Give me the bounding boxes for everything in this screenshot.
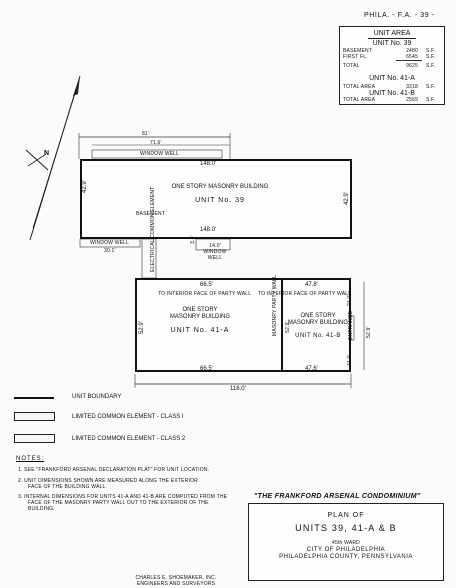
total-39-value: 9625: [406, 63, 418, 69]
engineer-subtitle: ENGINEERS AND SURVEYORS: [136, 581, 216, 587]
unit-41a-face-note: TO INTERIOR FACE OF PARTY WALL: [158, 291, 252, 297]
county-label: PHILADELPHIA COUNTY, PENNSYLVANIA: [279, 554, 413, 560]
note-2-line-1: 2. UNIT DIMENSIONS SHOWN ARE MEASURED ALONG THE EXTERIOR: [18, 478, 198, 484]
total-39-label: TOTAL: [343, 63, 360, 69]
note-3-line-3: BUILDING.: [28, 506, 55, 512]
party-wall-dim: 52.9': [285, 321, 291, 333]
legend-boundary-label: UNIT BOUNDARY: [72, 394, 122, 400]
unit-41a-heading: UNIT No. 41-A: [369, 75, 415, 82]
dim-21-upper: 21.0': [347, 294, 353, 306]
total-41b-label: TOTAL AREA: [343, 97, 376, 103]
first-floor-value: 6545: [406, 54, 418, 60]
legend-boundary-swatch: [14, 397, 54, 399]
window-well-left-label: WINDOW WELL: [90, 240, 130, 246]
title-block: [248, 503, 444, 581]
note-1: 1. SEE "FRANKFORD ARSENAL DECLARATION PLAT" FOR UNIT LOCATION.: [18, 467, 210, 473]
city-label: CITY OF PHILADELPHIA: [306, 547, 386, 553]
north-label: N: [44, 150, 50, 157]
dim-71-6: 71.6': [150, 140, 162, 146]
dim-42-9-right: 42.9': [344, 192, 350, 205]
dim-41a-top: 66.5': [200, 282, 213, 288]
window-well-right-label: 14.0' WINDOW WELL: [203, 243, 227, 261]
building-39-description: ONE STORY MASONRY BUILDING: [171, 184, 269, 190]
dim-30-1: 30.1': [104, 248, 116, 254]
unit-41b-desc-1: ONE STORY: [300, 313, 336, 319]
basement-value: 2480: [406, 48, 418, 54]
legend-class2-label: LIMITED COMMON ELEMENT - CLASS 2: [72, 436, 186, 442]
window-well-top-label: WINDOW WELL: [140, 151, 180, 157]
project-name: "THE FRANKFORD ARSENAL CONDOMINIUM": [254, 493, 421, 500]
dim-81: 81': [142, 131, 150, 137]
entrance-label: ENTRANCE: [348, 310, 354, 340]
dim-148-top: 148.0': [200, 161, 217, 167]
dim-148-bottom: 148.0': [200, 227, 217, 233]
dim-21-lower: 21.0': [347, 354, 353, 366]
dim-41a-bottom: 66.5': [200, 366, 213, 372]
total-41a-value: 3318: [406, 84, 418, 90]
dim-41b-bottom: 47.6': [305, 366, 318, 372]
total-41b-value: 2569: [406, 97, 418, 103]
legend-class1-swatch: [14, 412, 55, 421]
dim-116-overall: 116.0': [230, 386, 246, 392]
sheet-reference: PHILA. - F.A. - 39 -: [364, 12, 435, 19]
electrical-element-label: ELECTRICAL COMMON ELEMENT: [150, 186, 156, 272]
first-floor-label: FIRST FL.: [343, 54, 368, 60]
engineer-name: CHARLES E. SHOEMAKER, INC.: [135, 575, 217, 581]
notes-heading: NOTES:: [16, 456, 45, 462]
unit-41b-label: UNIT No. 41-B: [295, 333, 341, 339]
unit-41b-face-note: TO INTERIOR FACE OF PARTY WALL: [258, 291, 352, 297]
plan-of-label: PLAN OF: [327, 512, 365, 519]
unit-41b-heading: UNIT No. 41-B: [369, 90, 415, 97]
dim-41b-right: 52.9': [366, 326, 372, 338]
total-41b-unit: S.F.: [426, 97, 436, 103]
ward-label: 45th WARD: [331, 540, 360, 546]
total-41a-unit: S.F.: [426, 84, 436, 90]
note-3-line-2: FACE OF THE MASONRY PARTY WALL OUT TO THE EXTERIOR OF THE: [28, 500, 209, 506]
basement-label: BASEMENT: [136, 211, 166, 217]
dim-41a-left: 52.9': [139, 321, 145, 334]
dim-41b-top: 47.8': [305, 282, 318, 288]
party-wall-label: MASONRY PARTY WALL: [272, 274, 278, 336]
unit-41a-desc-1: ONE STORY: [182, 307, 218, 313]
legend-class2-swatch: [14, 434, 55, 443]
legend-class1-label: LIMITED COMMON ELEMENT - CLASS I: [72, 414, 184, 420]
first-floor-unit: S.F.: [426, 54, 436, 60]
unit-41b-desc-2: MASONRY BUILDING: [287, 320, 349, 326]
note-3-line-1: 3. INTERNAL DIMENSIONS FOR UNITS 41-A AND 41-B ARE COMPUTED FROM THE: [18, 494, 228, 500]
dim-42-9-left: 42.9': [82, 180, 88, 193]
basement-unit: S.F.: [426, 48, 436, 54]
total-41a-label: TOTAL AREA: [343, 84, 376, 90]
unit-41a-label: UNIT No. 41-A: [170, 327, 230, 334]
unit-area-title: UNIT AREA: [373, 30, 411, 37]
plan-units-title: UNITS 39, 41-A & B: [295, 523, 397, 533]
basement-label: BASEMENT: [343, 48, 373, 54]
note-2-line-2: FACE OF THE BUILDING WALL.: [28, 484, 108, 490]
total-39-unit: S.F.: [426, 63, 436, 69]
unit-39-heading: UNIT No. 39: [372, 40, 412, 47]
building-39-unit: UNIT No. 39: [195, 197, 245, 204]
unit-41a-desc-2: MASONRY BUILDING: [169, 314, 231, 320]
dim-3-8: 3.8': [190, 235, 196, 244]
